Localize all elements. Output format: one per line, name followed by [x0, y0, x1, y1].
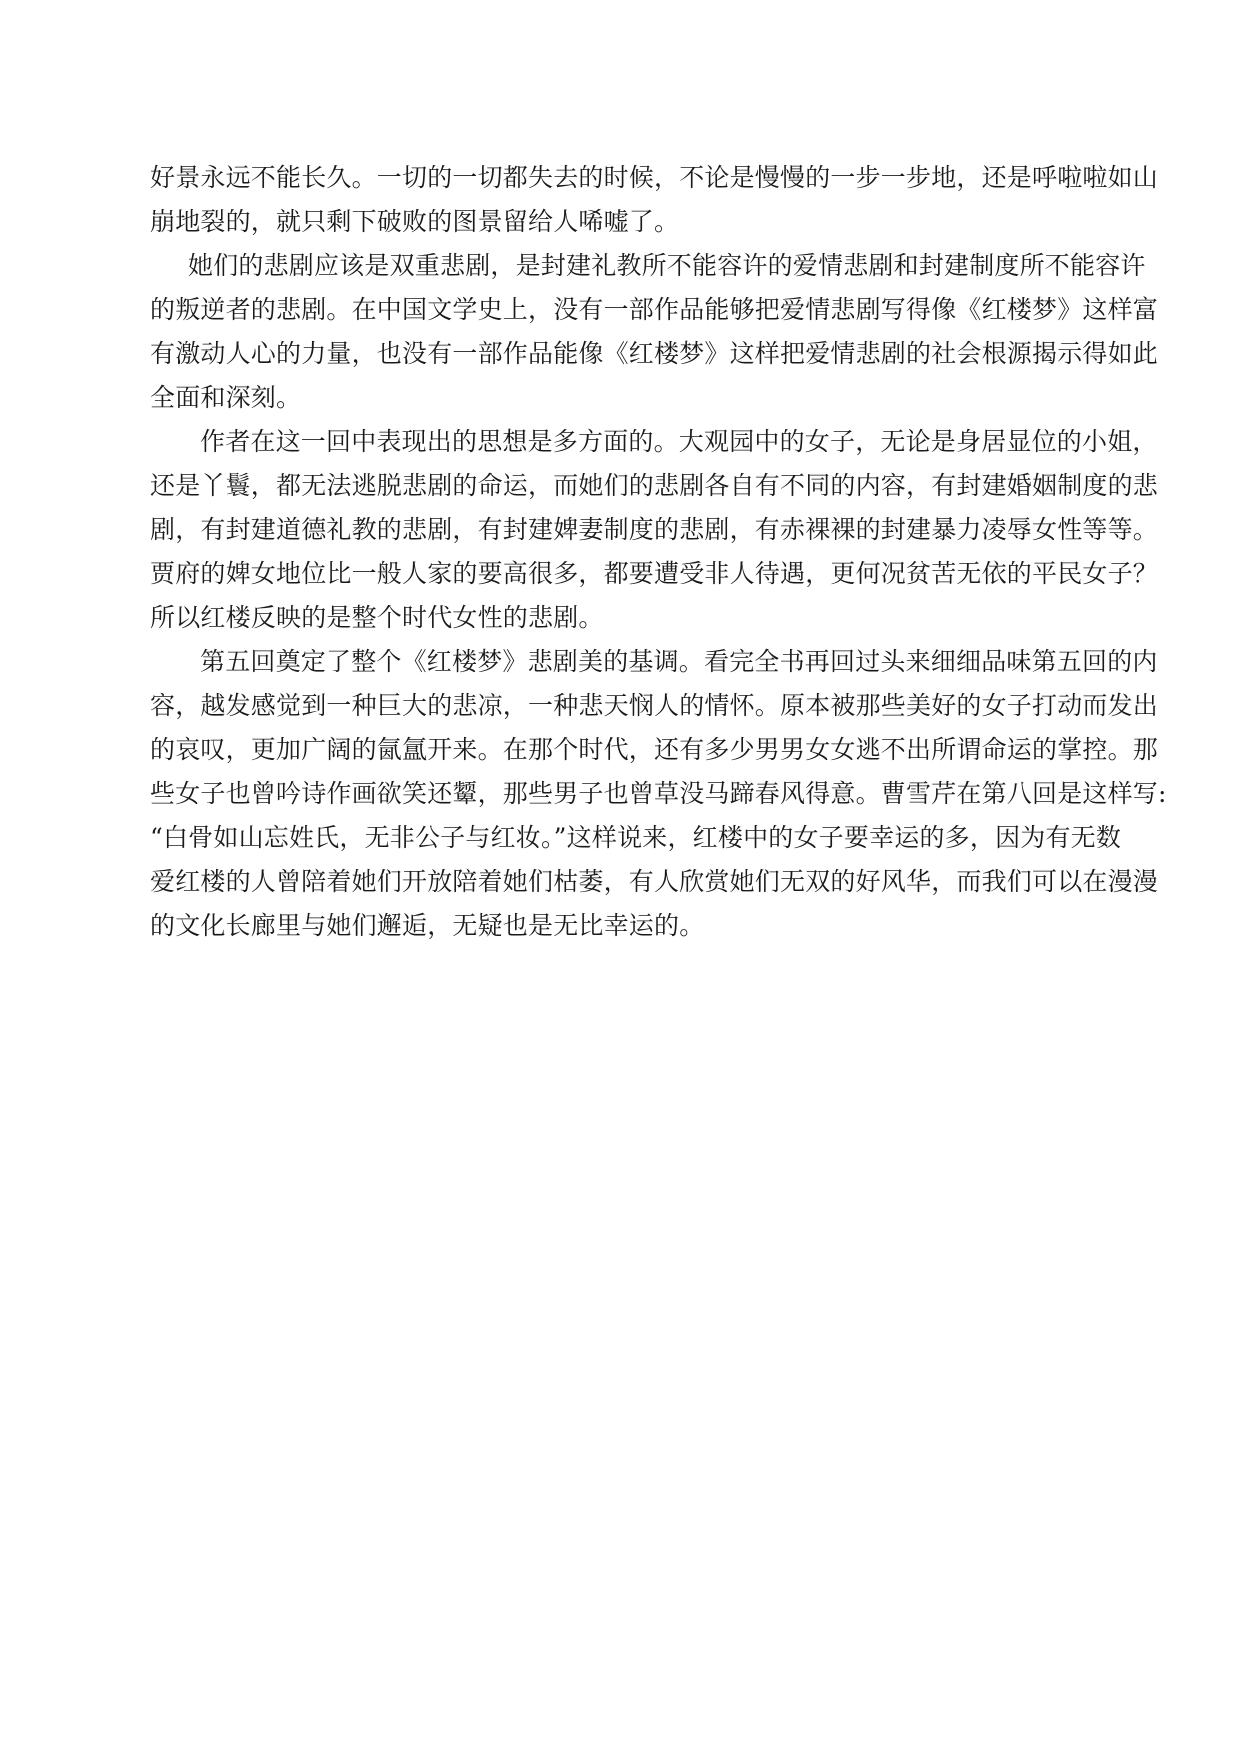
text-line: 的哀叹，更加广阔的氤氲开来。在那个时代，还有多少男男女女逃不出所谓命运的掌控。那: [150, 735, 1159, 764]
paragraph-first-line: 第五回奠定了整个《红楼梦》悲剧美的基调。看完全书再回过头来细细品味第五回的内: [200, 647, 1158, 676]
text-line: 还是丫鬟，都无法逃脱悲剧的命运，而她们的悲剧各自有不同的内容，有封建婚姻制度的悲: [150, 471, 1159, 500]
text-line: 所以红楼反映的是整个时代女性的悲剧。: [150, 603, 604, 632]
text-line: 些女子也曾吟诗作画欲笑还颦，那些男子也曾草没马蹄春风得意。曹雪芹在第八回是这样写:: [150, 779, 1167, 808]
text-line: 好景永远不能长久。一切的一切都失去的时候，不论是慢慢的一步一步地，还是呼啦啦如山: [150, 163, 1159, 192]
paragraph-first-line: 作者在这一回中表现出的思想是多方面的。大观园中的女子，无论是身居显位的小姐，: [200, 427, 1158, 456]
document-body: [150, 156, 1167, 948]
text-line: 容，越发感觉到一种巨大的悲凉，一种悲天悯人的情怀。原本被那些美好的女子打动而发出: [150, 691, 1159, 720]
text-line: 的叛逆者的悲剧。在中国文学史上，没有一部作品能够把爱情悲剧写得像《红楼梦》这样富: [150, 295, 1159, 324]
text-line: 爱红楼的人曾陪着她们开放陪着她们枯萎，有人欣赏她们无双的好风华，而我们可以在漫漫: [150, 867, 1159, 896]
text-line: 崩地裂的，就只剩下破败的图景留给人唏嘘了。: [150, 207, 680, 236]
text-line: 有激动人心的力量，也没有一部作品能像《红楼梦》这样把爱情悲剧的社会根源揭示得如此: [150, 339, 1159, 368]
text-line: 的文化长廊里与她们邂逅，无疑也是无比幸运的。: [150, 911, 705, 940]
text-line: 贾府的婢女地位比一般人家的要高很多，都要遭受非人待遇，更何况贫苦无依的平民女子？: [150, 559, 1159, 588]
text-line: 剧，有封建道德礼教的悲剧，有封建婢妻制度的悲剧，有赤裸裸的封建暴力凌辱女性等等。: [150, 515, 1159, 544]
text-line: “白骨如山忘姓氏，无非公子与红妆。”这样说来，红楼中的女子要幸运的多，因为有无数: [150, 823, 1122, 852]
text-line: 全面和深刻。: [150, 383, 302, 412]
paragraph-first-line: 她们的悲剧应该是双重悲剧，是封建礼教所不能容许的爱情悲剧和封建制度所不能容许: [188, 251, 1146, 280]
